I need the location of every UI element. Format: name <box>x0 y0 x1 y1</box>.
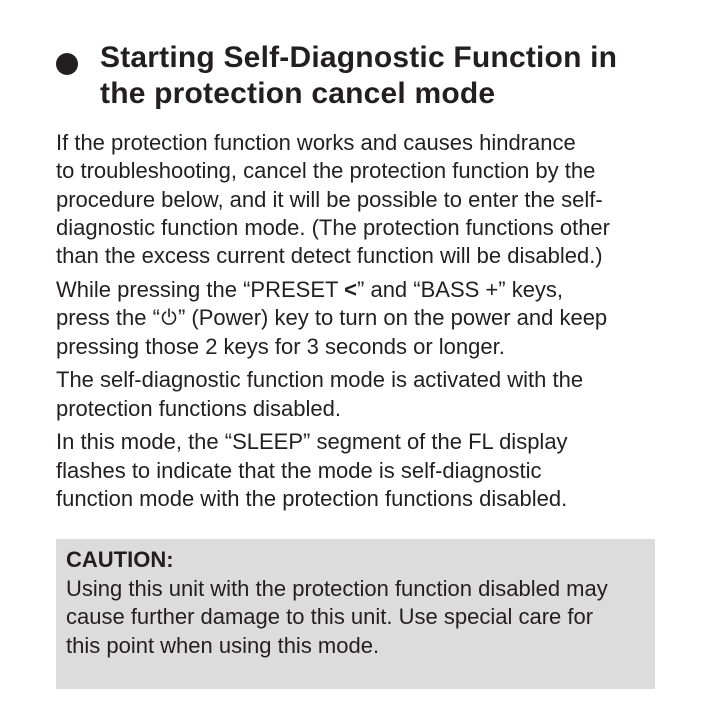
section-heading <box>56 40 676 112</box>
bullet-icon <box>56 53 78 75</box>
text-line: to troubleshooting, cancel the protection function by the <box>56 158 596 184</box>
text-line: While pressing the “PRESET <box>56 276 345 302</box>
heading-title <box>100 40 676 112</box>
text-line: pressing those 2 keys for 3 seconds or longer. <box>56 333 505 359</box>
text-line: In this mode, the “SLEEP” segment of the FL display <box>56 429 568 455</box>
text-line: function mode with the protection functions disabled. <box>56 486 568 512</box>
text-line: flashes to indicate that the mode is self-diagnostic <box>56 457 542 483</box>
text-line: diagnostic function mode. (The protection functions other <box>56 214 610 240</box>
paragraph-procedure <box>56 276 676 361</box>
text-line: than the excess current detect function will be disabled.) <box>56 243 603 269</box>
caution-title: CAUTION: <box>66 547 174 572</box>
caution-line: cause further damage to this unit. Use special care for <box>66 604 594 630</box>
text-line: ” and “BASS +” keys, <box>357 276 564 302</box>
left-chevron-icon: < <box>344 276 358 302</box>
heading-line-2: the protection cancel mode <box>100 77 496 110</box>
caution-line: this point when using this mode. <box>66 632 380 658</box>
text-line: ” (Power) key to turn on the power and keep <box>177 305 608 331</box>
caution-line: Using this unit with the protection function disabled may <box>66 576 608 601</box>
paragraph-intro <box>56 129 676 270</box>
text-line: procedure below, and it will be possible to enter the self- <box>56 186 603 212</box>
text-line: protection functions disabled. <box>56 395 341 421</box>
caution-box <box>56 539 655 689</box>
paragraph-mode-description <box>56 428 676 513</box>
text-line: The self-diagnostic function mode is activated with the <box>56 367 584 393</box>
text-line: press the “ <box>56 305 160 331</box>
body-text <box>56 129 676 519</box>
text-line: If the protection function works and causes hindrance <box>56 130 576 155</box>
power-icon <box>160 308 178 326</box>
heading-line-1: Starting Self-Diagnostic Function in <box>100 41 618 74</box>
paragraph-activation <box>56 366 676 423</box>
